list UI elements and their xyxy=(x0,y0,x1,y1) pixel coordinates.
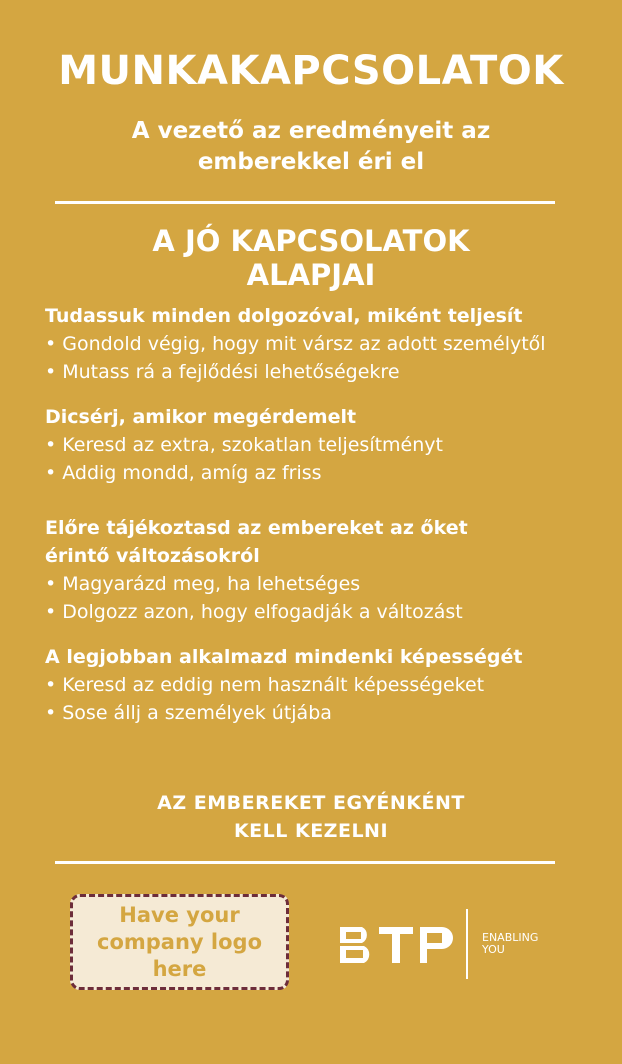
brand-tagline xyxy=(482,932,538,956)
top-divider xyxy=(55,201,555,204)
section-abilities xyxy=(45,643,585,727)
logo-placeholder-line: Have your xyxy=(119,902,240,927)
tagline-line: YOU xyxy=(482,943,505,956)
section-title: érintő változásokról xyxy=(45,545,260,567)
section-feedback xyxy=(45,302,585,386)
btp-logo xyxy=(338,924,454,966)
list-item: • Mutass rá a fejlődési lehetőségekre xyxy=(45,361,400,383)
tagline-line: ENABLING xyxy=(482,931,539,944)
closing-line: KELL KEZELNI xyxy=(233,820,389,842)
logo-placeholder-line: here xyxy=(152,956,207,981)
section-change xyxy=(45,514,585,626)
bottom-divider xyxy=(55,861,555,864)
section-heading xyxy=(0,224,622,292)
section-title: A legjobban alkalmazd mindenki képességét xyxy=(45,646,523,668)
section-praise xyxy=(45,403,585,487)
company-logo-placeholder xyxy=(70,894,289,990)
subtitle xyxy=(60,116,562,178)
section-title: Dicsérj, amikor megérdemelt xyxy=(45,406,357,428)
list-item: • Gondold végig, hogy mit vársz az adott személytől xyxy=(45,333,546,355)
logo-placeholder-line: company logo xyxy=(97,929,262,954)
list-item: • Addig mondd, amíg az friss xyxy=(45,462,322,484)
heading-line: ALAPJAI xyxy=(246,258,376,292)
section-title: Előre tájékoztasd az embereket az őket xyxy=(45,517,468,539)
brand-divider xyxy=(466,909,468,979)
list-item: • Magyarázd meg, ha lehetséges xyxy=(45,573,361,595)
page-title: MUNKAKAPCSOLATOK xyxy=(58,48,564,94)
list-item: • Sose állj a személyek útjába xyxy=(45,702,332,724)
list-item: • Keresd az extra, szokatlan teljesítményt xyxy=(45,434,443,456)
list-item: • Keresd az eddig nem használt képességeket xyxy=(45,674,485,696)
closing-statement xyxy=(0,789,622,845)
heading-line: A JÓ KAPCSOLATOK xyxy=(152,224,470,258)
section-title: Tudassuk minden dolgozóval, miként teljesít xyxy=(45,305,523,327)
subtitle-line: emberekkel éri el xyxy=(197,149,425,175)
closing-line: AZ EMBEREKET EGYÉNKÉNT xyxy=(157,792,465,814)
subtitle-line: A vezető az eredményeit az xyxy=(131,118,491,144)
list-item: • Dolgozz azon, hogy elfogadják a változást xyxy=(45,601,463,623)
